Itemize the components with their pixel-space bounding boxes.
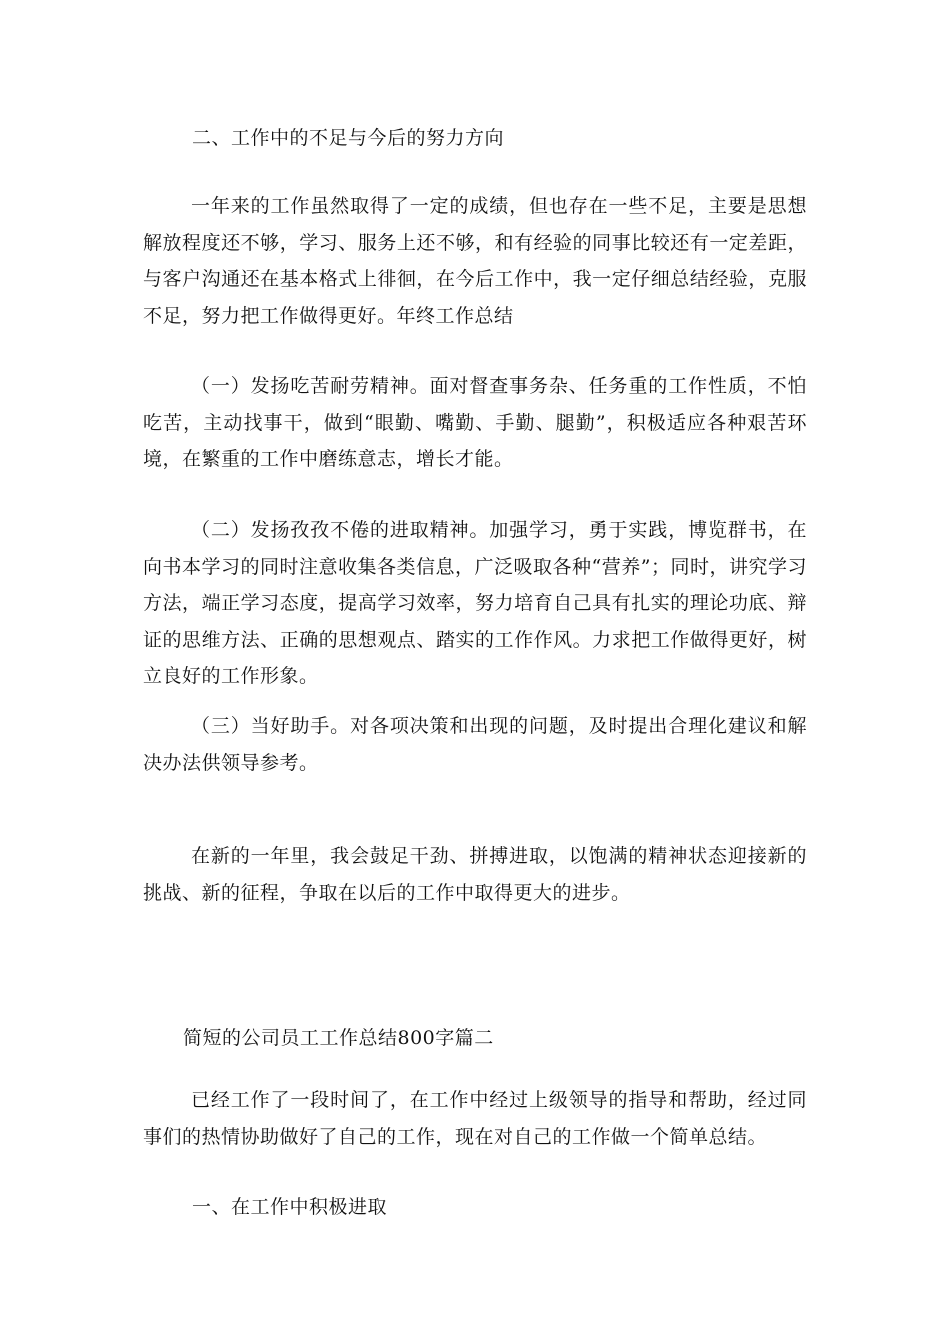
paragraph-point-three: （三）当好助手。对各项决策和出现的问题，及时提出合理化建议和解决办法供领导参考。 xyxy=(143,715,807,774)
paragraph-shortcomings: 一年来的工作虽然取得了一定的成绩，但也存在一些不足，主要是思想解放程度还不够，学习、服务上还不够，和有经验的同事比较还有一定差距，与客户沟通还在基本格式上徘徊，在今后工作中，我一定仔细总结经验，克服不足，努力把工作做得更好。年终工作总结 xyxy=(143,195,807,327)
section-heading: 二、工作中的不足与今后的努力方向 xyxy=(192,127,505,149)
sub-heading-one: 一、在工作中积极进取 xyxy=(192,1196,388,1218)
paragraph-new-year: 在新的一年里，我会鼓足干劲、拼搏进取，以饱满的精神状态迎接新的挑战、新的征程，争取在以后的工作中取得更大的进步。 xyxy=(143,845,807,904)
article-two-title: 简短的公司员工工作总结800字篇二 xyxy=(183,1027,494,1049)
paragraph-point-one: （一）发扬吃苦耐劳精神。面对督查事务杂、任务重的工作性质，不怕吃苦，主动找事干，做到“眼勤、嘴勤、手勤、腿勤”，积极适应各种艰苦环境，在繁重的工作中磨练意志，增长才能。 xyxy=(143,375,807,470)
paragraph-point-two: （二）发扬孜孜不倦的进取精神。加强学习，勇于实践，博览群书，在向书本学习的同时注意收集各类信息，广泛吸取各种“营养”；同时，讲究学习方法，端正学习态度，提高学习效率，努力培育自己具有扎实的理论功底、辩证的思维方法、正确的思想观点、踏实的工作作风。力求把工作做得更好，树立良好的工作形象。 xyxy=(143,519,807,687)
paragraph-intro-two: 已经工作了一段时间了，在工作中经过上级领导的指导和帮助，经过同事们的热情协助做好了自己的工作，现在对自己的工作做一个简单总结。 xyxy=(143,1089,807,1148)
